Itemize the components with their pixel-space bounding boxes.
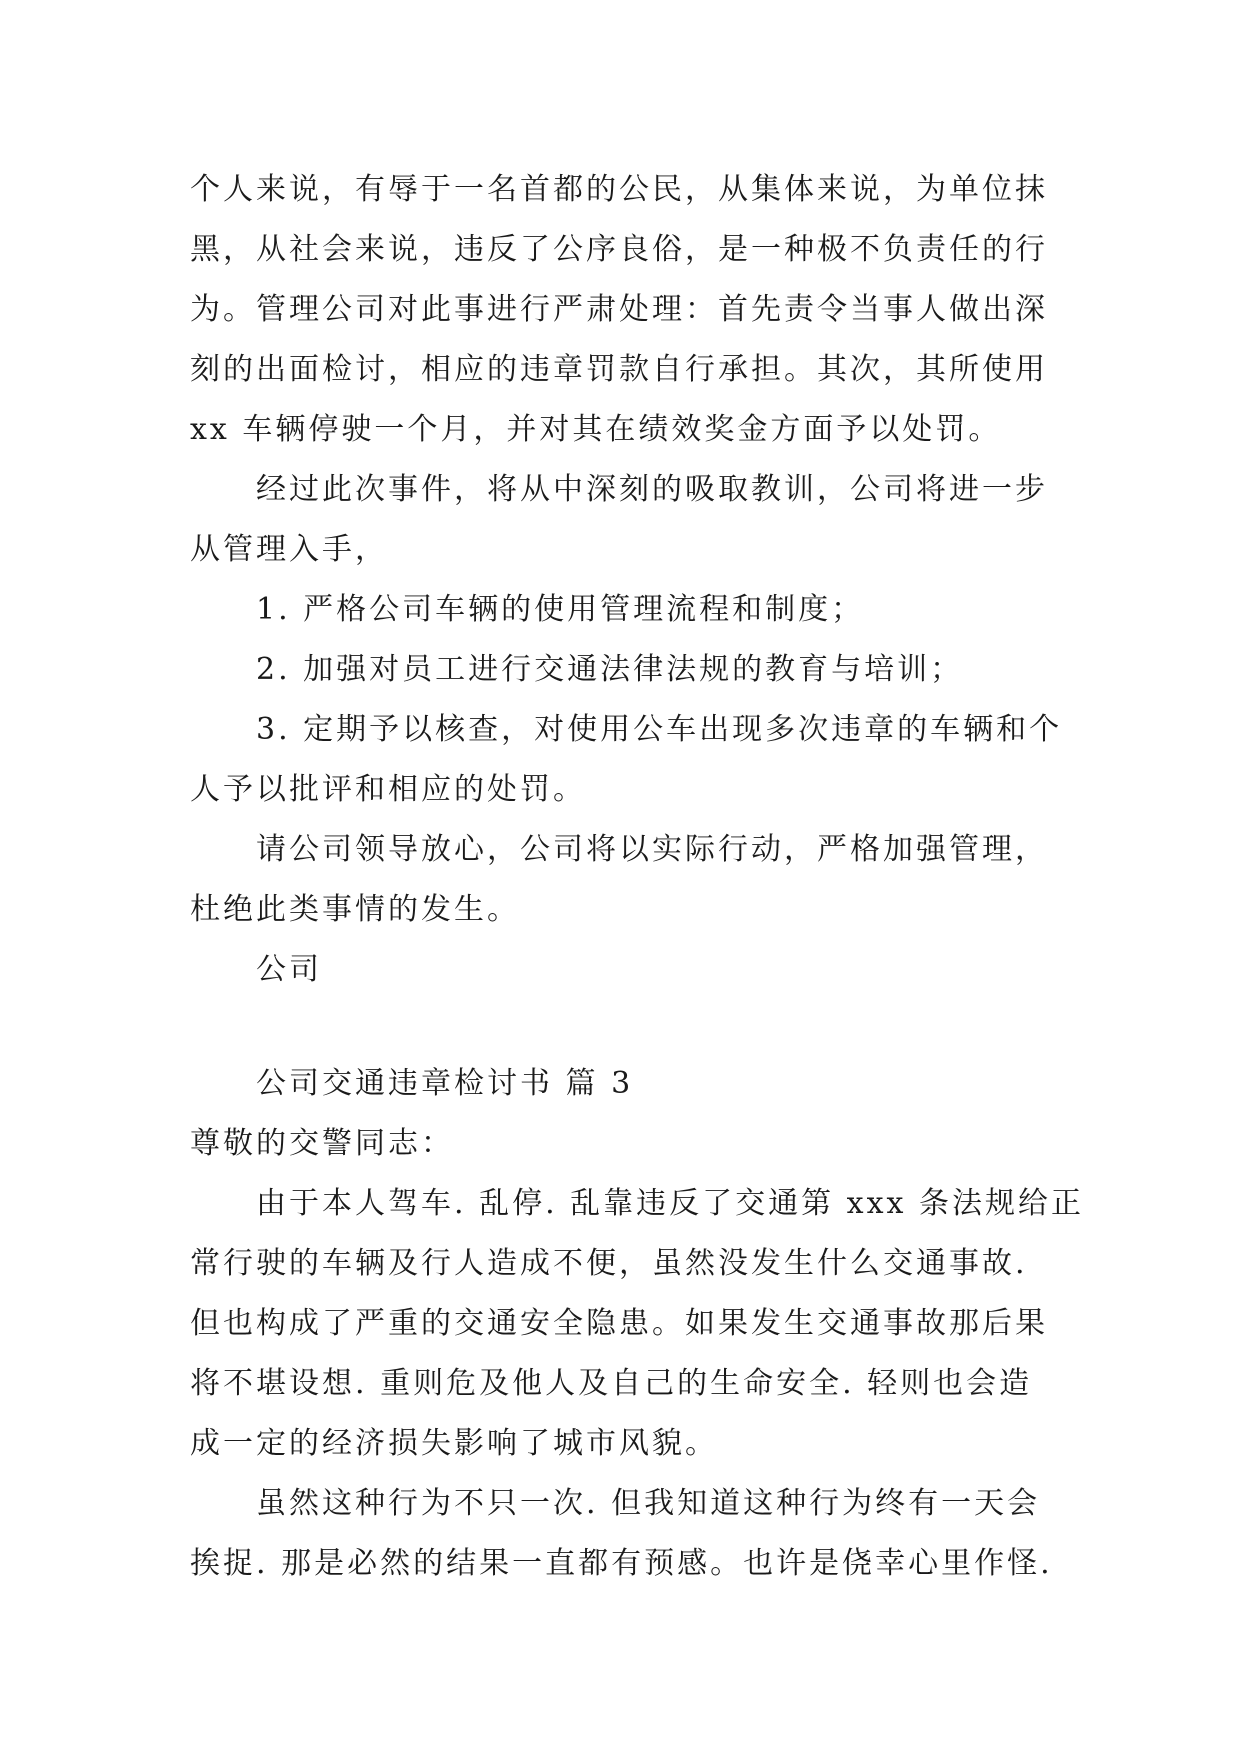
text-line: 杜绝此类事情的发生。 xyxy=(190,892,520,927)
list-item: 2. 加强对员工进行交通法律法规的教育与培训； xyxy=(256,652,964,687)
text-line: 从管理入手， xyxy=(190,532,388,567)
text-line: 但也构成了严重的交通安全隐患。如果发生交通事故那后果 xyxy=(190,1306,1048,1341)
text-line: 为。管理公司对此事进行严肃处理：首先责令当事人做出深 xyxy=(190,292,1048,327)
text-line: 黑，从社会来说，违反了公序良俗，是一种极不负责任的行 xyxy=(190,232,1048,267)
text-line: 挨捉. 那是必然的结果一直都有预感。也许是侥幸心里作怪. xyxy=(190,1546,1053,1581)
section-spacer xyxy=(190,1000,1060,1054)
paragraph-assurance xyxy=(190,820,1060,940)
text-line: 成一定的经济损失影响了城市风貌。 xyxy=(190,1426,718,1461)
document-body xyxy=(190,160,1084,1594)
text-line: xx 车辆停驶一个月，并对其在绩效奖金方面予以处罚。 xyxy=(190,412,1002,447)
text-line: 刻的出面检讨，相应的违章罚款自行承担。其次，其所使用 xyxy=(190,352,1048,387)
text-line: 将不堪设想. 重则危及他人及自己的生命安全. 轻则也会造 xyxy=(190,1366,1033,1401)
text-line: 请公司领导放心，公司将以实际行动，严格加强管理， xyxy=(256,832,1048,867)
list-item-continuation: 人予以批评和相应的处罚。 xyxy=(190,772,586,807)
text-line: 虽然这种行为不只一次. 但我知道这种行为终有一天会 xyxy=(256,1486,1041,1521)
text-line: 经过此次事件，将从中深刻的吸取教训，公司将进一步 xyxy=(256,472,1048,507)
paragraph-lesson xyxy=(190,460,1060,580)
paragraph-penalty xyxy=(190,160,1060,460)
section-title: 公司交通违章检讨书 篇 3 xyxy=(256,1066,634,1101)
paragraph-violation xyxy=(190,1174,1084,1474)
text-line: 常行驶的车辆及行人造成不便，虽然没发生什么交通事故. xyxy=(190,1246,1028,1281)
salutation: 尊敬的交警同志： xyxy=(190,1126,454,1161)
text-line: 个人来说，有辱于一名首都的公民，从集体来说，为单位抹 xyxy=(190,172,1048,207)
text-line: 由于本人驾车. 乱停. 乱靠违反了交通第 xxx 条法规给正 xyxy=(256,1186,1084,1221)
list-item: 1. 严格公司车辆的使用管理流程和制度； xyxy=(256,592,865,627)
measures-list xyxy=(190,580,1063,820)
paragraph-reflection xyxy=(190,1474,1060,1594)
signature: 公司 xyxy=(256,952,322,987)
list-item: 3. 定期予以核查，对使用公车出现多次违章的车辆和个 xyxy=(256,712,1063,747)
